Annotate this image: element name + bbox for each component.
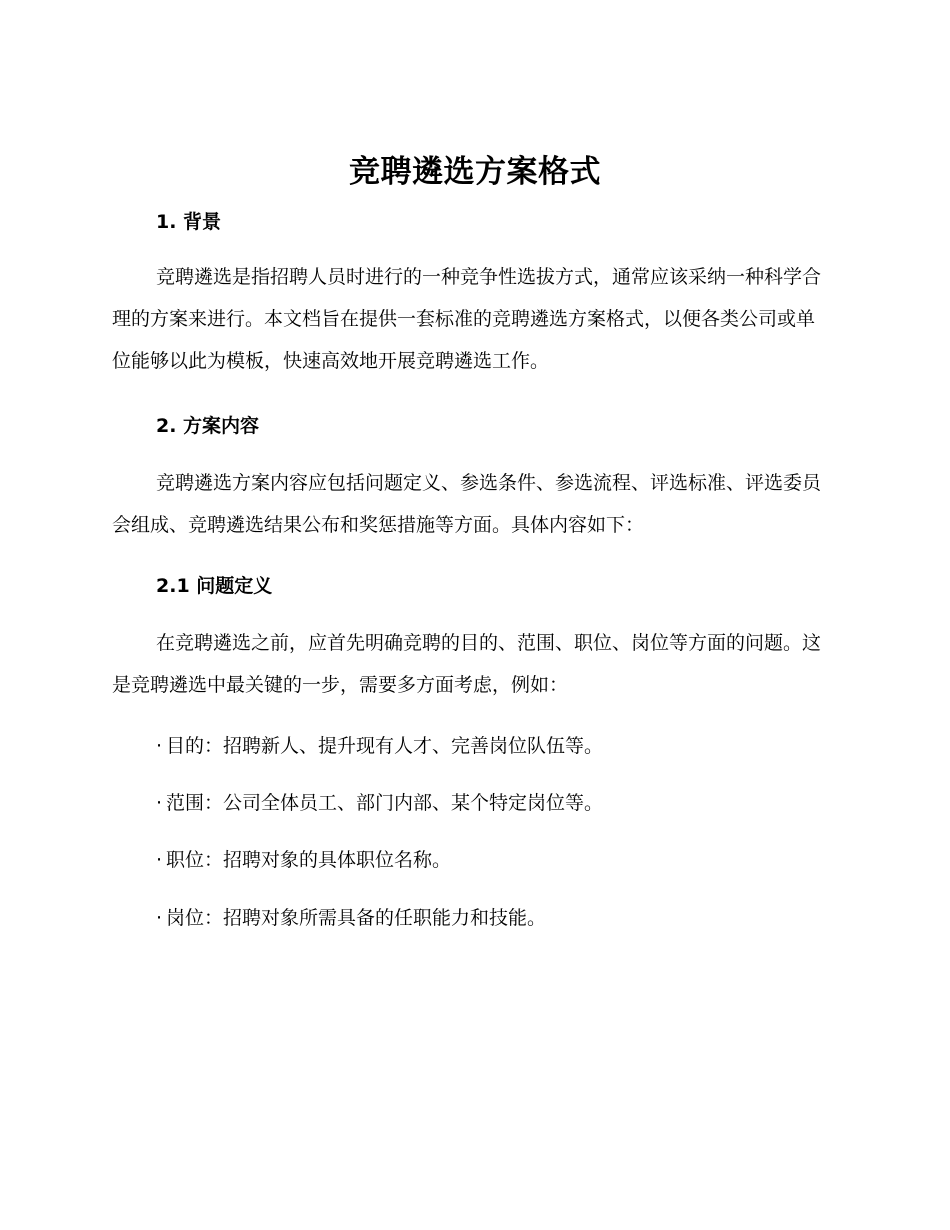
bullet-marker: · (156, 849, 163, 871)
list-item-text: 岗位：招聘对象所需具备的任职能力和技能。 (166, 907, 547, 929)
list-item (156, 788, 603, 818)
list-item (156, 903, 546, 933)
list-item-text: 职位：招聘对象的具体职位名称。 (166, 849, 452, 871)
section-heading-plan-content: 2. 方案内容 (156, 415, 260, 437)
list-item-text: 范围：公司全体员工、部门内部、某个特定岗位等。 (166, 792, 604, 814)
section-paragraph-background: 竞聘遴选是指招聘人员时进行的一种竞争性选拔方式，通常应该采纳一种科学合理的方案来进行。本文档旨在提供一套标准的竞聘遴选方案格式，以便各类公司或单位能够以此为模板，快速高效地开展竞聘遴选工作。 (112, 266, 822, 372)
section-heading-background: 1. 背景 (156, 211, 222, 233)
section-paragraph-plan-content: 竞聘遴选方案内容应包括问题定义、参选条件、参选流程、评选标准、评选委员会组成、竞聘遴选结果公布和奖惩措施等方面。具体内容如下： (112, 472, 822, 536)
bullet-marker: · (156, 907, 163, 929)
bullet-marker: · (156, 735, 163, 757)
section-paragraph-problem-definition: 在竞聘遴选之前，应首先明确竞聘的目的、范围、职位、岗位等方面的问题。这是竞聘遴选中最关键的一步，需要多方面考虑，例如： (112, 632, 822, 696)
bullet-marker: · (156, 792, 163, 814)
document-title: 竞聘遴选方案格式 (349, 154, 601, 190)
section-heading-problem-definition: 2.1 问题定义 (156, 575, 273, 597)
list-item (156, 731, 603, 761)
list-item-text: 目的：招聘新人、提升现有人才、完善岗位队伍等。 (166, 735, 604, 757)
list-item (156, 845, 451, 875)
